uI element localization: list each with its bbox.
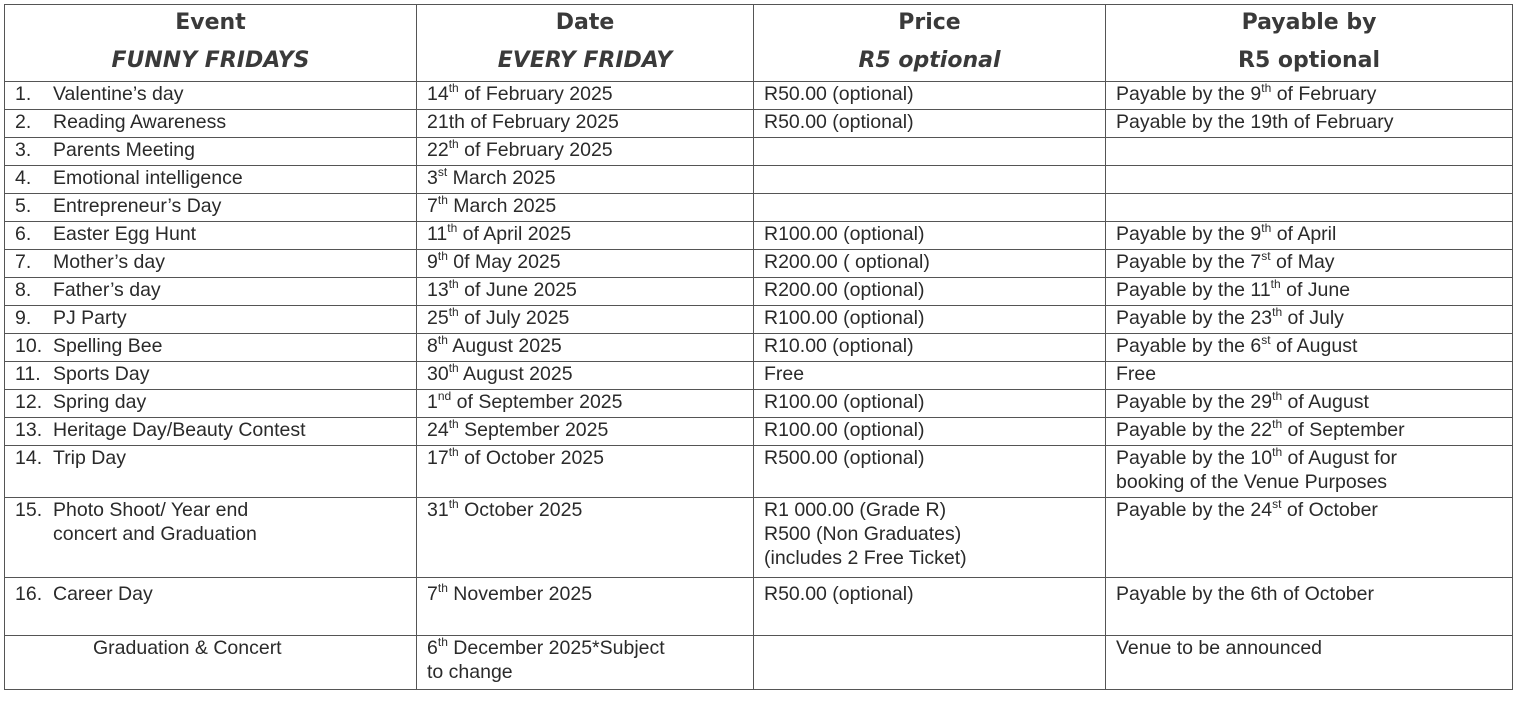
payable-rest: of October [1281, 499, 1378, 521]
payable-suffix: th [1272, 305, 1283, 319]
payable-cell [1106, 166, 1513, 194]
date-rest: March 2025 [447, 167, 556, 189]
payable-cell [1106, 278, 1513, 306]
event-name: Career Day [53, 583, 153, 605]
payable-rest: of April [1271, 223, 1337, 245]
date-rest: August 2025 [447, 335, 562, 357]
event-number: 13. [15, 419, 43, 441]
date-rest: 0f May 2025 [447, 251, 561, 273]
date-rest: August 2025 [458, 363, 573, 385]
date-suffix: th [448, 305, 459, 319]
price-cell: R100.00 (optional) [754, 390, 1106, 418]
payable-cell [1106, 498, 1513, 578]
table-row [5, 362, 1513, 390]
event-name: Heritage Day/Beauty Contest [53, 419, 306, 441]
event-cell [5, 278, 417, 306]
subheader-row [5, 41, 1513, 82]
event-number: 8. [15, 279, 32, 301]
date-text: 14 [427, 83, 449, 105]
table-row [5, 334, 1513, 362]
date-suffix: th [448, 445, 459, 459]
subheader-price: R5 optional [754, 41, 1106, 82]
event-name: Mother’s day [53, 251, 166, 273]
payable-cell: Payable by the 6th of October [1106, 578, 1513, 636]
price-cell: R500.00 (optional) [754, 446, 1106, 498]
date-text: 8 [427, 335, 438, 357]
event-name: Parents Meeting [53, 139, 195, 161]
date-rest: November 2025 [447, 583, 593, 605]
date-rest: December 2025*Subject [447, 637, 665, 659]
date-text: 11 [427, 223, 448, 245]
payable-cell [1106, 222, 1513, 250]
event-cell [5, 334, 417, 362]
date-suffix: nd [437, 389, 452, 403]
date-cell [417, 498, 754, 578]
date-cell [417, 362, 754, 390]
price-cell: Free [754, 362, 1106, 390]
payable-text: Payable by the 7 [1116, 251, 1262, 273]
date-suffix: st [437, 165, 448, 179]
event-name: Father’s day [53, 279, 161, 301]
event-name: Graduation & Concert [93, 637, 282, 659]
date-rest: of February 2025 [458, 139, 613, 161]
date-cell [417, 82, 754, 110]
payable-cell [1106, 250, 1513, 278]
date-suffix: th [437, 333, 448, 347]
payable-rest: of September [1282, 419, 1405, 441]
payable-cell [1106, 110, 1513, 138]
event-cell [5, 362, 417, 390]
payable-cell [1106, 82, 1513, 110]
price-cell [754, 498, 1106, 578]
event-cell [5, 250, 417, 278]
payable-rest: of June [1280, 279, 1351, 301]
event-cell [5, 578, 417, 636]
payable-rest: of July [1282, 307, 1344, 329]
event-number: 5. [15, 195, 32, 217]
payable-suffix: st [1272, 497, 1282, 511]
date-cell [417, 166, 754, 194]
payable-suffix: st [1261, 249, 1271, 263]
date-rest: of July 2025 [458, 307, 570, 329]
event-number: 7. [15, 251, 32, 273]
table-row [5, 194, 1513, 222]
payable-text: Payable by the 22 [1116, 419, 1273, 441]
event-name: Reading Awareness [53, 111, 227, 133]
events-table [4, 4, 1513, 690]
price-line3: (includes 2 Free Ticket) [764, 547, 967, 569]
date-cell [417, 138, 754, 166]
payable-cell [1106, 334, 1513, 362]
payable-suffix: st [1261, 333, 1271, 347]
price-cell [754, 636, 1106, 690]
payable-suffix: th [1261, 81, 1272, 95]
date-cell [417, 306, 754, 334]
table-row [5, 82, 1513, 110]
price-cell: R100.00 (optional) [754, 418, 1106, 446]
date-cell [417, 194, 754, 222]
event-name: Emotional intelligence [53, 167, 243, 189]
payable-text: Payable by the 24 [1116, 499, 1273, 521]
event-number: 11. [15, 363, 41, 385]
date-suffix: th [437, 249, 448, 263]
event-name: Entrepreneur’s Day [53, 195, 222, 217]
date-rest: of October 2025 [458, 447, 604, 469]
price-cell: R200.00 (optional) [754, 278, 1106, 306]
price-line2: R500 (Non Graduates) [764, 523, 962, 545]
event-name: Spring day [53, 391, 147, 413]
date-text: 3 [427, 167, 438, 189]
date-suffix: th [448, 277, 459, 291]
table-row [5, 166, 1513, 194]
payable-cell [1106, 446, 1513, 498]
event-cell [5, 636, 417, 690]
payable-suffix: th [1272, 389, 1283, 403]
price-cell: R10.00 (optional) [754, 334, 1106, 362]
date-suffix: th [437, 635, 448, 649]
event-number: 10. [15, 335, 43, 357]
event-cell [5, 446, 417, 498]
event-name: Easter Egg Hunt [53, 223, 197, 245]
date-text: 13 [427, 279, 449, 301]
payable-text: Payable by the 9 [1116, 83, 1262, 105]
payable-rest: of August [1282, 391, 1369, 413]
event-cell [5, 110, 417, 138]
price-cell [754, 138, 1106, 166]
table-row [5, 390, 1513, 418]
price-cell [754, 194, 1106, 222]
date-suffix: th [437, 193, 448, 207]
date-rest: of September 2025 [451, 391, 623, 413]
date-cell [417, 110, 754, 138]
table-row [5, 250, 1513, 278]
date-cell [417, 418, 754, 446]
date-text: 6 [427, 637, 438, 659]
date-text: 22 [427, 139, 449, 161]
event-number: 16. [15, 583, 43, 605]
date-rest: March 2025 [447, 195, 557, 217]
subheader-event: FUNNY FRIDAYS [5, 41, 417, 82]
date-suffix: th [448, 361, 459, 375]
table-row [5, 278, 1513, 306]
payable-text: Payable by the 11 [1116, 279, 1271, 301]
payable-cell: Venue to be announced [1106, 636, 1513, 690]
date-text: 24 [427, 419, 449, 441]
payable-rest: of February [1271, 83, 1377, 105]
payable-cell [1106, 390, 1513, 418]
subheader-date: EVERY FRIDAY [417, 41, 754, 82]
event-number: 3. [15, 139, 32, 161]
payable-suffix: th [1272, 445, 1283, 459]
payable-text: Free [1116, 363, 1157, 385]
table-row-career [5, 578, 1513, 636]
payable-line2: booking of the Venue Purposes [1116, 471, 1388, 493]
payable-rest: of August for [1282, 447, 1398, 469]
header-price: Price [754, 5, 1106, 42]
event-name: Sports Day [53, 363, 150, 385]
event-number: 12. [15, 391, 43, 413]
date-text: 25 [427, 307, 449, 329]
date-rest: of April 2025 [457, 223, 572, 245]
payable-rest: of May [1270, 251, 1335, 273]
event-cell [5, 194, 417, 222]
date-text: 9 [427, 251, 438, 273]
date-suffix: th [447, 221, 458, 235]
subheader-payable: R5 optional [1106, 41, 1513, 82]
price-cell: R200.00 ( optional) [754, 250, 1106, 278]
header-payable: Payable by [1106, 5, 1513, 42]
table-row-photo [5, 498, 1513, 578]
event-number: 14. [15, 447, 43, 469]
event-cell [5, 418, 417, 446]
event-number: 9. [15, 307, 32, 329]
date-suffix: th [437, 581, 448, 595]
table-row-trip [5, 446, 1513, 498]
payable-cell [1106, 418, 1513, 446]
date-cell [417, 222, 754, 250]
event-name: PJ Party [53, 307, 127, 329]
event-name: Spelling Bee [53, 335, 163, 357]
header-date: Date [417, 5, 754, 42]
date-suffix: th [448, 417, 459, 431]
date-text: 1 [427, 391, 438, 413]
price-cell: R50.00 (optional) [754, 578, 1106, 636]
date-cell [417, 446, 754, 498]
payable-text: Payable by the 9 [1116, 223, 1262, 245]
date-suffix: th [448, 497, 459, 511]
date-cell [417, 278, 754, 306]
date-suffix: th [448, 137, 459, 151]
event-cell [5, 138, 417, 166]
event-number: 15. [15, 499, 43, 521]
price-cell: R100.00 (optional) [754, 222, 1106, 250]
payable-text: Payable by the 19th of February [1116, 111, 1394, 133]
payable-cell [1106, 306, 1513, 334]
payable-cell [1106, 194, 1513, 222]
event-cell [5, 498, 417, 578]
event-number: 2. [15, 111, 32, 133]
payable-suffix: th [1272, 417, 1283, 431]
price-cell: R50.00 (optional) [754, 110, 1106, 138]
table-row [5, 306, 1513, 334]
date-rest: of February 2025 [458, 83, 613, 105]
event-name-line2: concert and Graduation [53, 523, 257, 545]
payable-text: Payable by the 6 [1116, 335, 1262, 357]
event-number: 6. [15, 223, 32, 245]
date-cell [417, 578, 754, 636]
payable-cell [1106, 138, 1513, 166]
payable-text: Payable by the 23 [1116, 307, 1273, 329]
date-cell [417, 390, 754, 418]
payable-suffix: th [1261, 221, 1272, 235]
date-rest: September 2025 [458, 419, 609, 441]
date-text: 31 [427, 499, 449, 521]
table-row [5, 418, 1513, 446]
event-cell [5, 82, 417, 110]
table-row-graduation [5, 636, 1513, 690]
date-text: 7 [427, 195, 438, 217]
event-name: Trip Day [53, 447, 126, 469]
date-rest: of June 2025 [458, 279, 577, 301]
event-cell [5, 390, 417, 418]
event-cell [5, 306, 417, 334]
price-cell: R100.00 (optional) [754, 306, 1106, 334]
event-cell [5, 166, 417, 194]
event-name-line1: Photo Shoot/ Year end [53, 499, 249, 521]
table-row [5, 222, 1513, 250]
event-number: 4. [15, 167, 32, 189]
date-suffix: th [448, 81, 459, 95]
table-row [5, 110, 1513, 138]
header-event: Event [5, 5, 417, 42]
event-number: 1. [15, 83, 32, 105]
date-text: 7 [427, 583, 438, 605]
header-row [5, 5, 1513, 42]
event-name: Valentine’s day [53, 83, 184, 105]
date-cell [417, 334, 754, 362]
date-text: 21th of February 2025 [427, 111, 619, 133]
payable-cell [1106, 362, 1513, 390]
date-cell [417, 250, 754, 278]
event-cell [5, 222, 417, 250]
payable-suffix: th [1270, 277, 1281, 291]
price-cell: R50.00 (optional) [754, 82, 1106, 110]
date-text: 30 [427, 363, 449, 385]
date-text: 17 [427, 447, 449, 469]
price-cell [754, 166, 1106, 194]
payable-text: Payable by the 10 [1116, 447, 1273, 469]
payable-rest: of August [1270, 335, 1358, 357]
payable-text: Payable by the 29 [1116, 391, 1273, 413]
date-cell [417, 636, 754, 690]
date-line2: to change [427, 661, 513, 683]
table-row [5, 138, 1513, 166]
date-rest: October 2025 [458, 499, 583, 521]
price-line1: R1 000.00 (Grade R) [764, 499, 947, 521]
